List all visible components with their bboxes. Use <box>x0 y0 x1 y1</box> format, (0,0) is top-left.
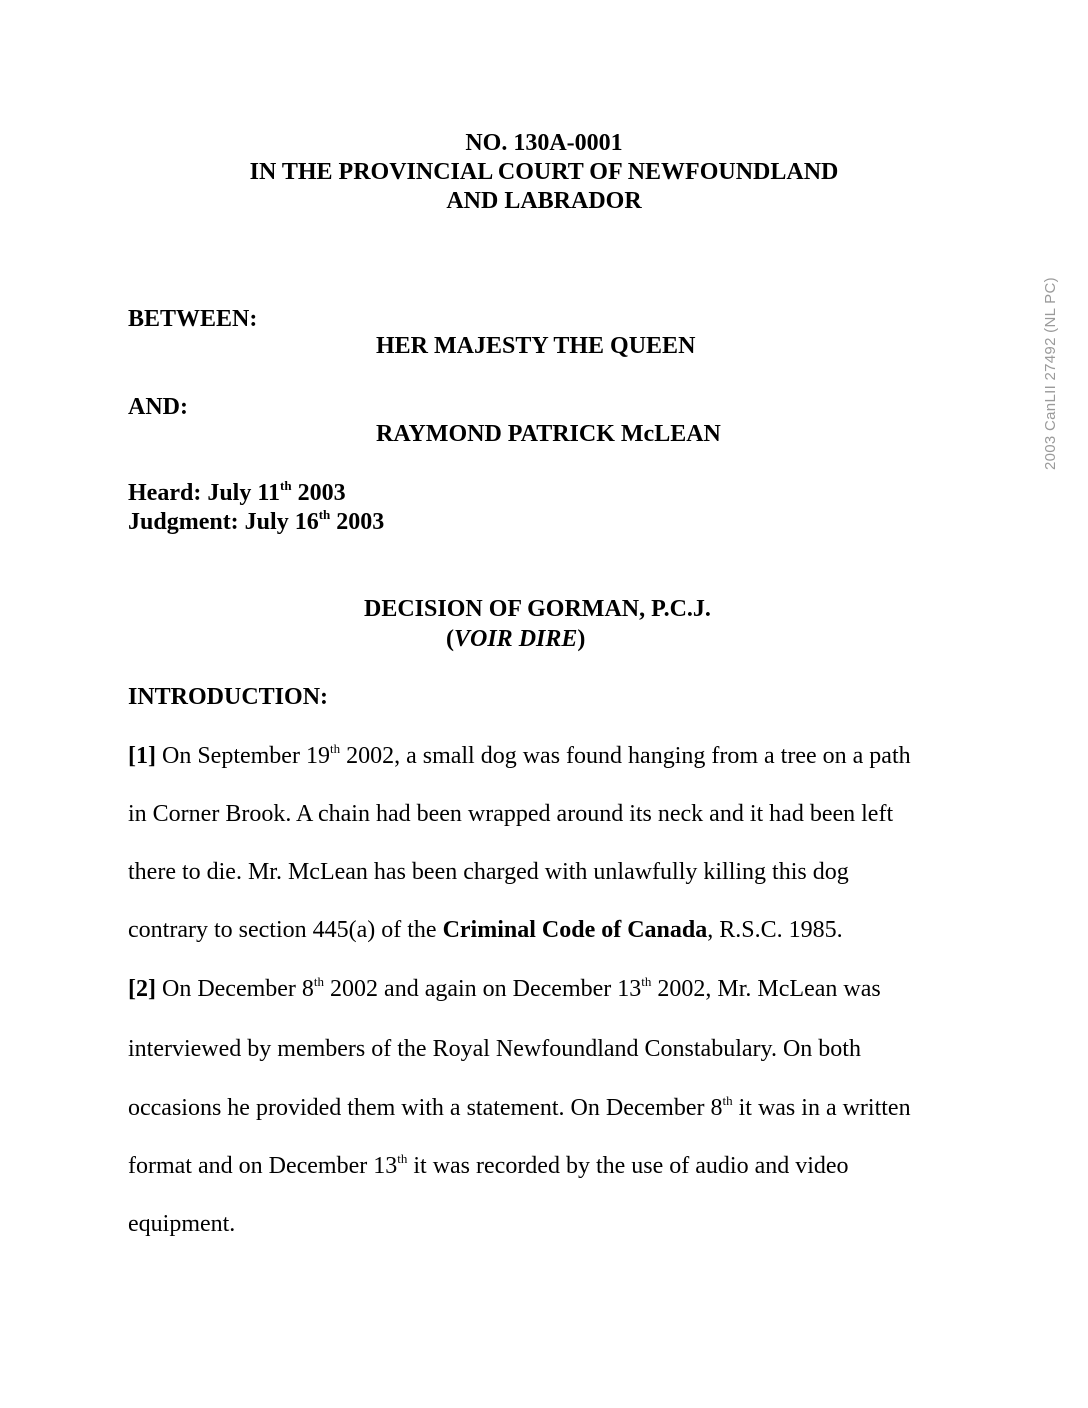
judgment-year: 2003 <box>330 509 385 535</box>
para1-text-b: 2002, a small dog was found hanging from a tree on a path <box>340 743 911 769</box>
decision-title: DECISION OF GORMAN, P.C.J. <box>364 596 711 622</box>
judgment-date <box>128 509 384 536</box>
para2-line5: equipment. <box>128 1211 236 1237</box>
para2-sup1: th <box>313 974 325 989</box>
section-heading: INTRODUCTION: <box>128 684 329 710</box>
para1-line1 <box>128 741 911 771</box>
para2-line4-a: format and on December 13 <box>128 1153 398 1179</box>
para1-number: [1] <box>128 743 156 769</box>
file-number: NO. 130A-0001 <box>465 130 623 156</box>
judgment-sup: th <box>318 507 331 522</box>
para1-sup: th <box>329 741 341 756</box>
para2-line1 <box>128 974 881 1004</box>
close-paren: ) <box>577 626 586 652</box>
court-name-line2: AND LABRADOR <box>446 188 642 214</box>
voir-dire: VOIR DIRE <box>454 626 578 652</box>
para1-line3: there to die. Mr. McLean has been charged with unlawfully killing this dog <box>128 859 849 885</box>
para2-line3 <box>128 1093 911 1123</box>
para2-text-b: 2002 and again on December 13 <box>324 976 642 1002</box>
para2-line2: interviewed by members of the Royal Newfoundland Constabulary. On both <box>128 1036 861 1062</box>
para2-line4 <box>128 1151 849 1181</box>
para2-sup2: th <box>641 974 652 989</box>
party-accused: RAYMOND PATRICK McLEAN <box>376 421 721 447</box>
heard-sup: th <box>280 478 292 493</box>
party-crown: HER MAJESTY THE QUEEN <box>376 333 696 359</box>
para2-text-a: On December 8 <box>155 976 314 1002</box>
para1-line4-b: , R.S.C. 1985. <box>707 917 843 943</box>
para1-line4 <box>128 915 843 945</box>
open-paren: ( <box>446 626 454 652</box>
court-name-line1: IN THE PROVINCIAL COURT OF NEWFOUNDLAND <box>249 159 839 185</box>
between-label: BETWEEN: <box>128 306 258 332</box>
para2-line4-sup: th <box>397 1151 408 1166</box>
decision-subtitle <box>446 626 585 653</box>
para2-number: [2] <box>128 976 156 1002</box>
para2-line3-a: occasions he provided them with a statement. On December 8 <box>128 1095 723 1121</box>
para1-text-a: On September 19 <box>155 743 330 769</box>
para2-line3-b: it was in a written <box>732 1095 911 1121</box>
statute-name: Criminal Code of Canada <box>442 917 708 943</box>
judgment-label: Judgment: July 16 <box>128 509 319 535</box>
heard-date <box>128 480 346 507</box>
para1-line2: in Corner Brook. A chain had been wrapped around its neck and it had been left <box>128 801 894 827</box>
canlii-watermark: 2003 CanLII 27492 (NL PC) <box>1042 277 1059 470</box>
para2-line3-sup: th <box>722 1093 733 1108</box>
and-label: AND: <box>128 394 188 420</box>
para2-text-c: 2002, Mr. McLean was <box>651 976 881 1002</box>
para1-line4-a: contrary to section 445(a) of the <box>128 917 443 943</box>
heard-year: 2003 <box>291 480 346 506</box>
heard-label: Heard: July 11 <box>128 480 281 506</box>
para2-line4-b: it was recorded by the use of audio and video <box>407 1153 849 1179</box>
